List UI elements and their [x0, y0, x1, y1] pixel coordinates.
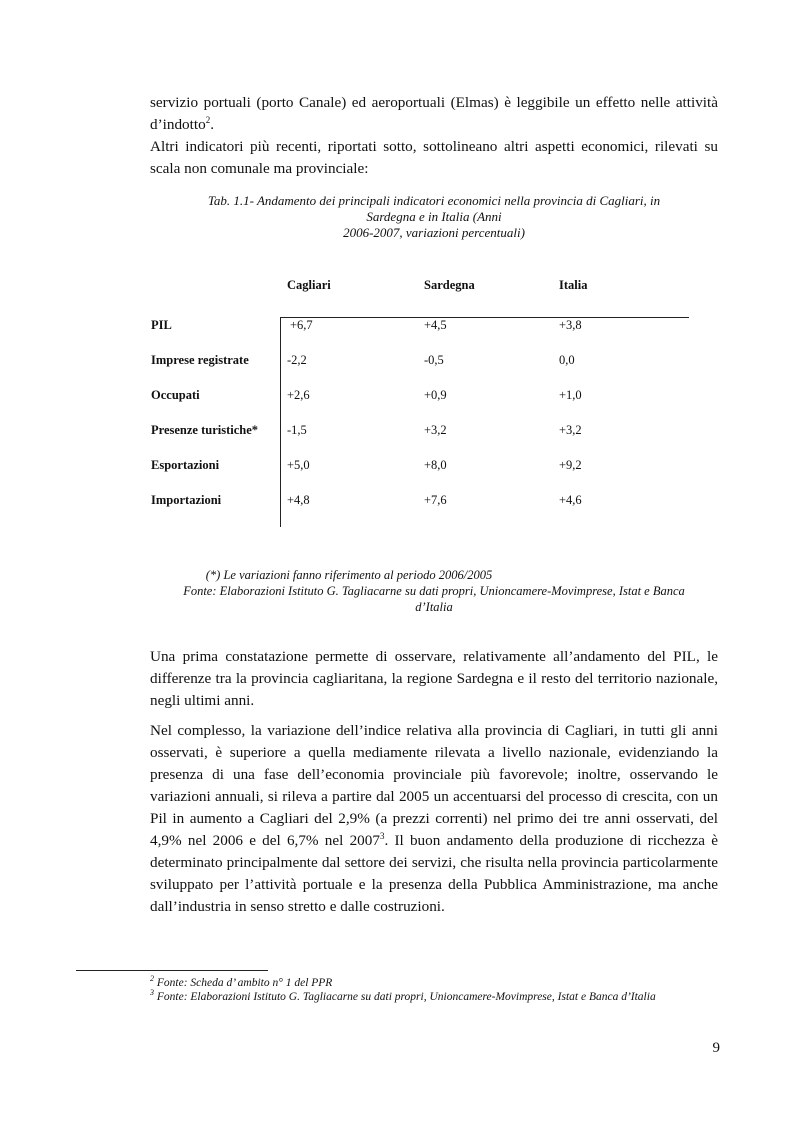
footnote-3: $^3$ Fonte: Elaborazioni Istituto G. Tagliacarne su dati propri, Unioncamere-Movimprese, Istat e Banca d’Italia [150, 988, 656, 1003]
table-source-continued: d’Italia [415, 600, 453, 614]
cell-sardegna: -0,5 [424, 353, 444, 367]
cell-sardegna: +3,2 [424, 423, 447, 437]
intro-text [150, 92, 718, 180]
row-label: Presenze turistiche* [151, 423, 259, 437]
row-label: Esportazioni [151, 458, 220, 472]
table-row [0, 388, 793, 404]
table-source: Fonte: Elaborazioni Istituto G. Tagliacarne su dati propri, Unioncamere-Movimprese, Istat e Banca [183, 584, 685, 598]
cell-sardegna: +8,0 [424, 458, 447, 472]
footnote-2: $^2$ Fonte: Scheda d’ ambito n° 1 del PPR [150, 974, 333, 989]
footnote-ref-2[interactable]: 2 [205, 115, 211, 125]
row-label: Importazioni [151, 493, 222, 507]
column-header-sardegna: Sardegna [424, 278, 475, 292]
cell-cagliari: +2,6 [287, 388, 310, 402]
cell-italia: +1,0 [559, 388, 582, 402]
table-row [0, 493, 793, 509]
cell-italia: +4,6 [559, 493, 582, 507]
cell-sardegna: +4,5 [424, 318, 447, 332]
intro-paragraph-2: Altri indicatori più recenti, riportati sotto, sottolineano altri aspetti economici, rilevati su scala non comunale ma provinciale: [150, 138, 718, 177]
page-number: 9 [712, 1040, 720, 1056]
table-notes [150, 567, 718, 615]
cell-cagliari: +5,0 [287, 458, 310, 472]
body-paragraph-2: Nel complesso, la variazione dell’indice relativa alla provincia di Cagliari, in tutti gli anni osservati, è superiore a quella mediamente rilevata a livello nazionale, evidenziando la presenza di una fase dell’economia provinciale più favorevole; inoltre, osservando le variazioni annuali, si rileva a partire dal 2005 un accentuarsi del processo di crescita, con un Pil in aumento a Cagliari del 2,9% (a prezzi correnti) nel primo dei tre anni osservati, del 4,9% nel 2006 e del 6,7% nel 2007$^3$. Il buon andamento della produzione di ricchezza è determinato principalmente dal settore dei servizi, che risulta nella provincia particolarmente sviluppato per l’attività portuale e la presenza della Pubblica Amministrazione, ma anche dall’industria in senso stretto e dalle costruzioni. [150, 722, 718, 915]
cell-italia: +9,2 [559, 458, 582, 472]
table-row [0, 318, 793, 334]
table-row [0, 353, 793, 369]
row-label: Imprese registrate [151, 353, 249, 367]
cell-cagliari: -1,5 [287, 423, 307, 437]
cell-italia: 0,0 [559, 353, 575, 367]
table-row [0, 458, 793, 474]
intro-paragraph-1: servizio portuali (porto Canale) ed aeroportuali (Elmas) è leggibile un effetto nelle attività d’indotto$^2$. [150, 94, 718, 133]
cell-cagliari: +4,8 [287, 493, 310, 507]
cell-italia: +3,8 [559, 318, 582, 332]
cell-cagliari: -2,2 [287, 353, 307, 367]
cell-cagliari: +6,7 [290, 318, 313, 332]
cell-italia: +3,2 [559, 423, 582, 437]
footnote-ref-3[interactable]: 3 [379, 831, 385, 841]
table-row [0, 423, 793, 439]
column-header-italia: Italia [559, 278, 588, 292]
footnotes [150, 976, 718, 1004]
footnote-separator [76, 970, 268, 971]
row-label: Occupati [151, 388, 200, 402]
cell-sardegna: +7,6 [424, 493, 447, 507]
row-label: PIL [151, 318, 172, 332]
cell-sardegna: +0,9 [424, 388, 447, 402]
body-paragraph-1: Una prima constatazione permette di osservare, relativamente all’andamento del PIL, le differenze tra la provincia cagliaritana, la regione Sardegna e il resto del territorio nazionale, negli ultimi anni. [150, 648, 718, 709]
table-caption: Tab. 1.1- Andamento dei principali indicatori economici nella provincia di Cagliari, in Sardegna e in Italia (Anni 2006-2007, variazioni percentuali) [207, 193, 661, 240]
table-note: (*) Le variazioni fanno riferimento al periodo 2006/2005 [205, 568, 493, 582]
column-header-cagliari: Cagliari [287, 278, 331, 292]
